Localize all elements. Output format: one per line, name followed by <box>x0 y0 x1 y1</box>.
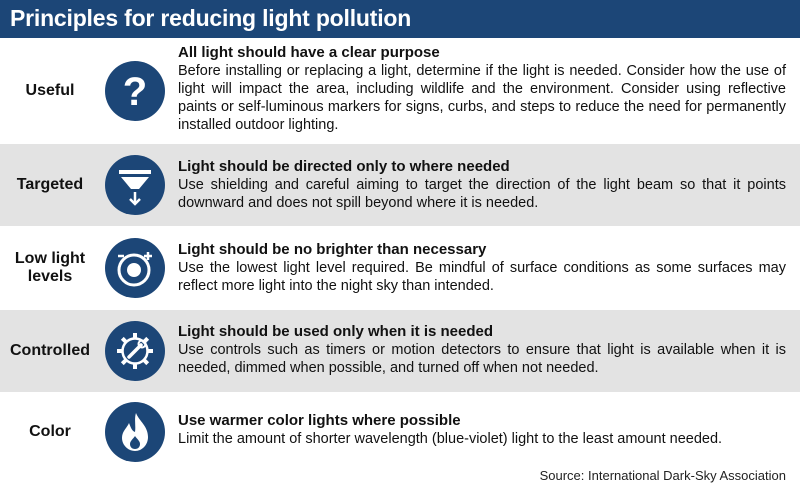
gear-wrench-icon <box>105 321 165 381</box>
row-label: Controlled <box>10 342 90 359</box>
row-label: Targeted <box>16 176 84 193</box>
row-description: Before installing or replacing a light, determine if the light is needed. Consider how the use of light will impact the area, including wildlife and the environment. Consider using reflective paints or self-luminous markers for signs, curbs, and steps to reduce the need for permanently installed outdoor lighting. <box>178 63 786 133</box>
row-description: Use shielding and careful aiming to target the direction of the light beam so that it points downward and does not spill beyond where it is needed. <box>178 177 786 211</box>
row-heading: Use warmer color lights where possible <box>178 412 461 429</box>
row-heading: Light should be directed only to where needed <box>178 158 510 175</box>
source-credit: Source: International Dark-Sky Association <box>539 468 786 483</box>
principle-row-useful <box>0 40 800 142</box>
row-heading: All light should have a clear purpose <box>178 44 440 61</box>
svg-text:?: ? <box>122 70 148 114</box>
row-heading: Light should be used only when it is needed <box>178 323 494 340</box>
principle-row-low-light-levels <box>0 228 800 308</box>
dimmer-knob-icon <box>105 238 165 298</box>
question-mark-icon <box>105 61 165 121</box>
row-label: Useful <box>25 82 75 99</box>
page-title: Principles for reducing light pollution <box>10 5 412 31</box>
shielded-lamp-icon <box>105 155 165 215</box>
principle-row-controlled <box>0 310 800 392</box>
principle-row-targeted <box>0 144 800 226</box>
flame-icon <box>105 402 165 462</box>
title-bar <box>0 0 800 38</box>
row-description: Limit the amount of shorter wavelength (blue-violet) light to the least amount needed. <box>178 431 723 447</box>
row-label: Low light levels <box>14 250 86 285</box>
principle-row-color <box>0 394 800 470</box>
row-label: Color <box>29 423 71 440</box>
row-heading: Light should be no brighter than necessary <box>178 241 487 258</box>
row-description: Use controls such as timers or motion detectors to ensure that light is available when it is needed, dimmed when possible, and turned off when not needed. <box>178 342 786 376</box>
row-description: Use the lowest light level required. Be mindful of surface conditions as some surfaces may reflect more light into the night sky than intended. <box>178 260 786 294</box>
